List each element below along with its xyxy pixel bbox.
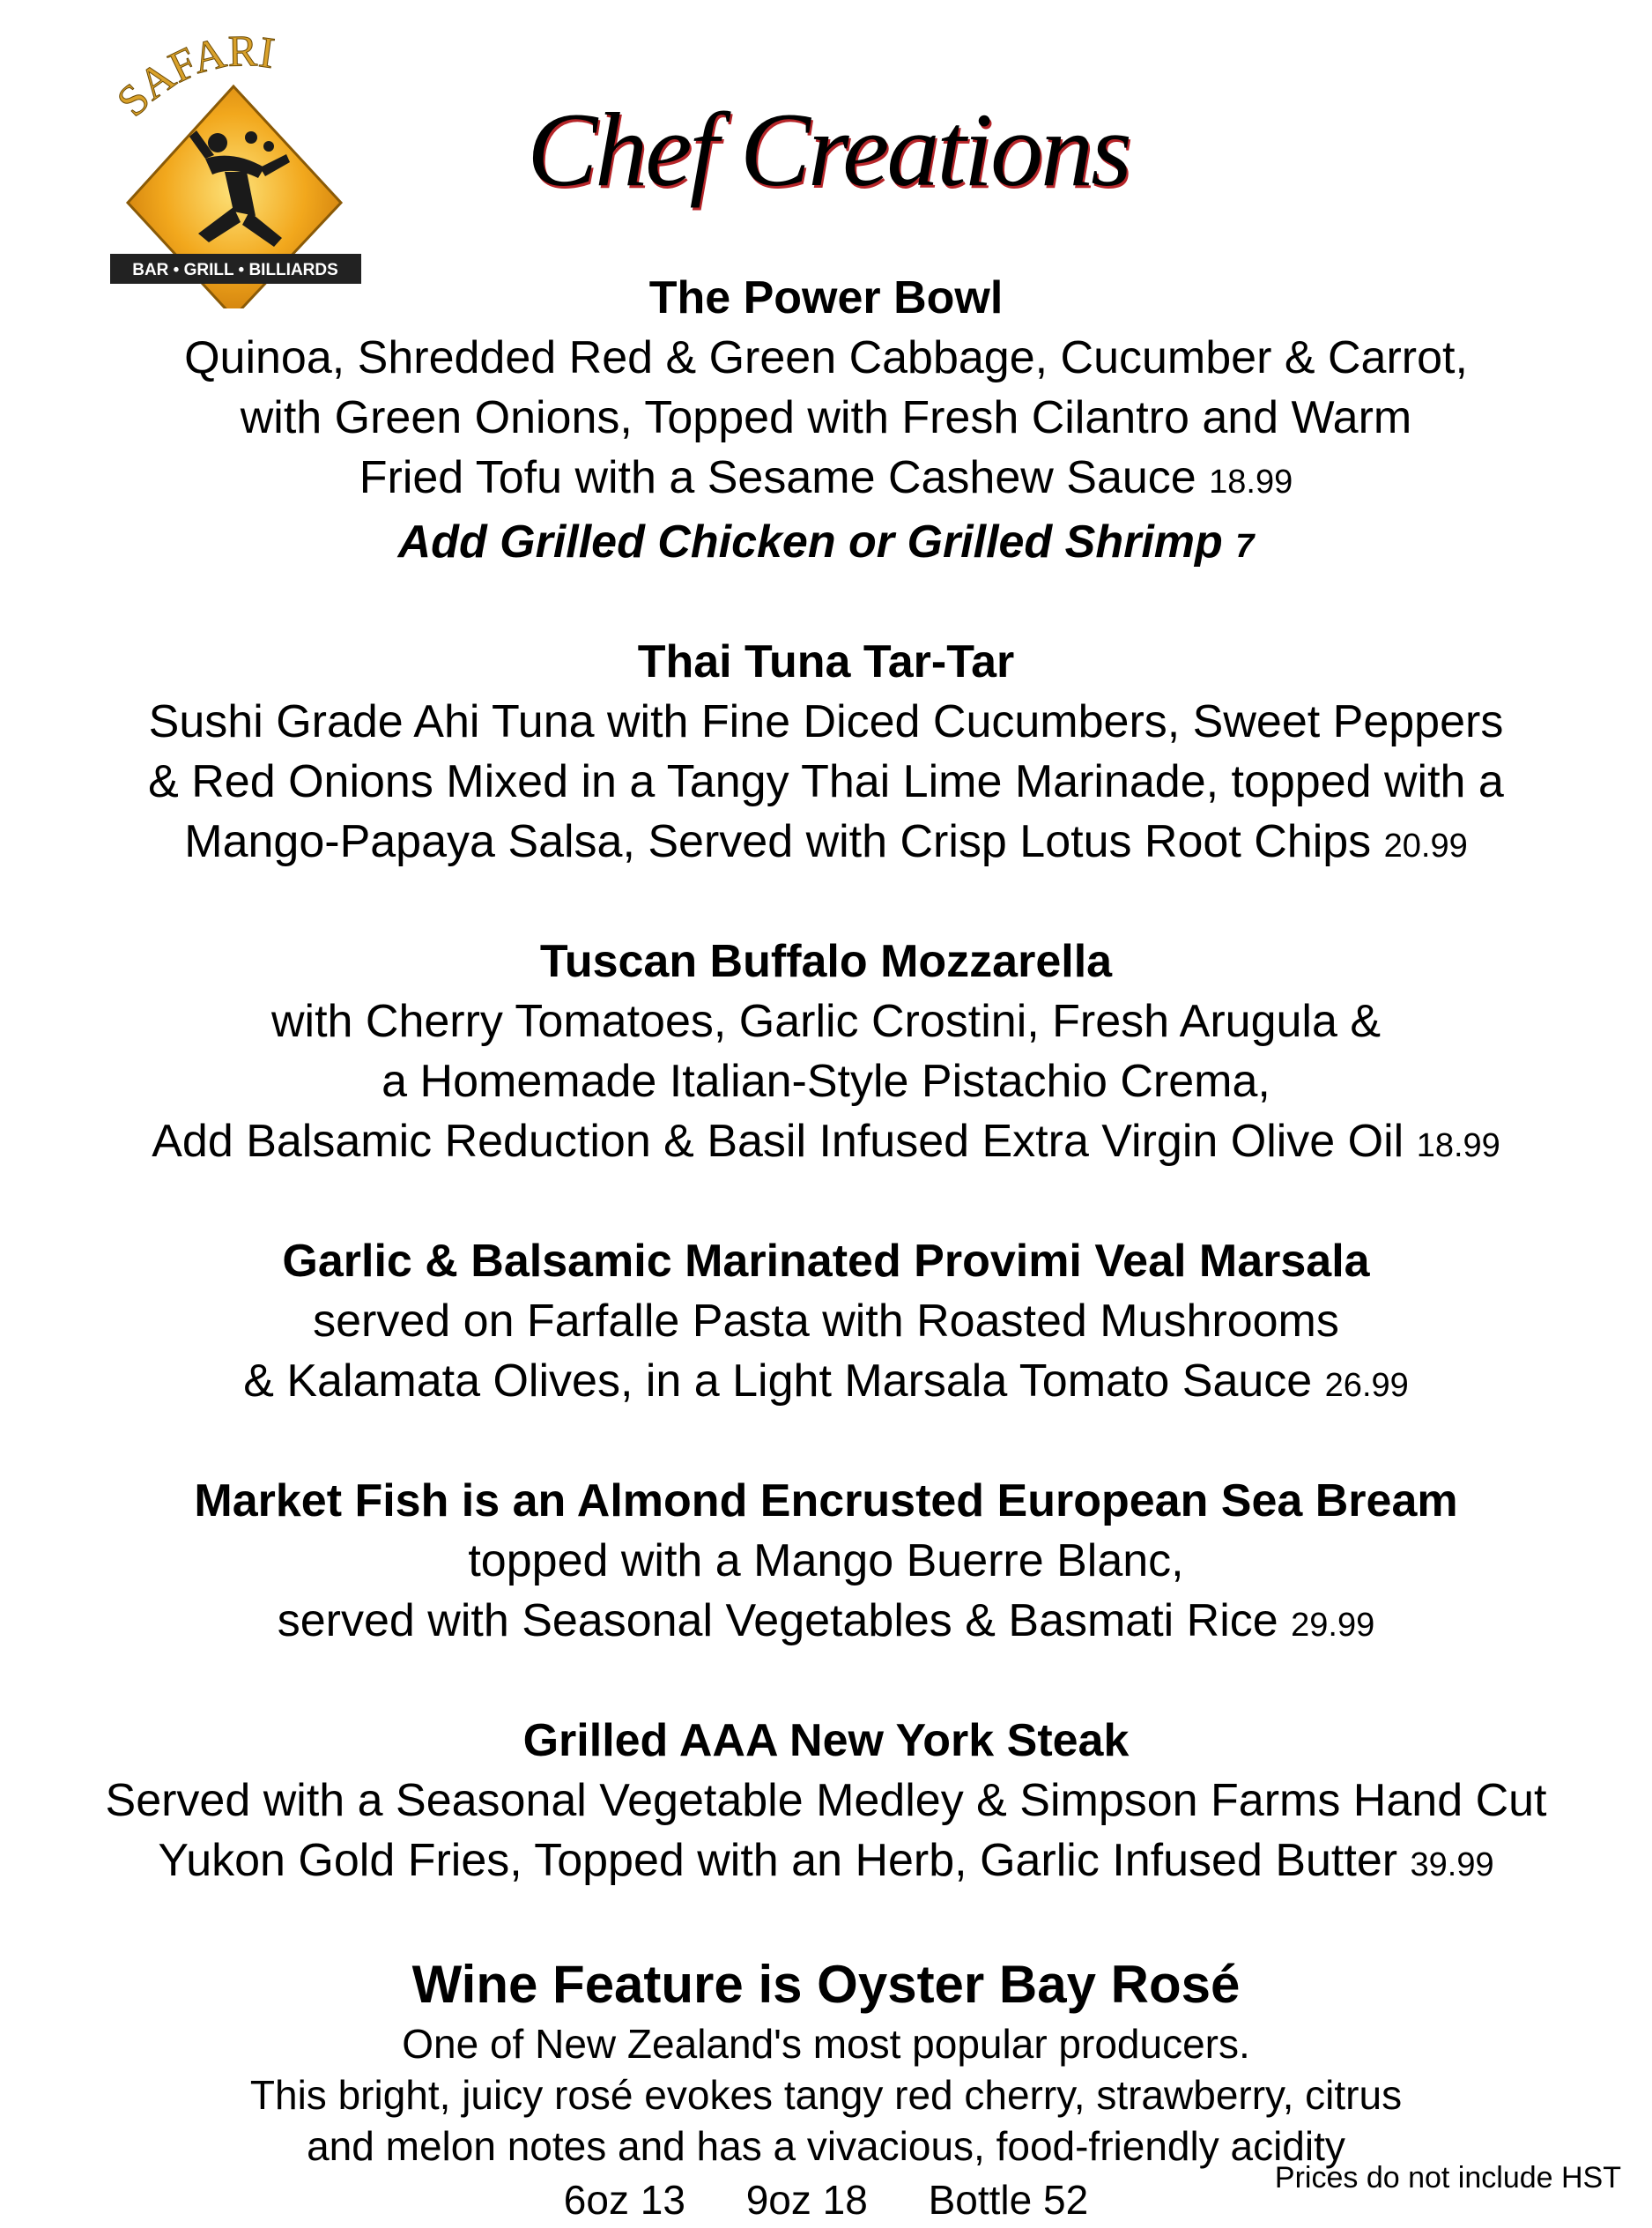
item-price: 29.99 xyxy=(1291,1607,1375,1644)
safari-logo xyxy=(101,26,383,308)
page-title: Chef Creations xyxy=(527,91,1130,208)
item-price: 18.99 xyxy=(1416,1127,1500,1164)
item-desc-text: & Kalamata Olives, in a Light Marsala Tomato Sauce xyxy=(243,1355,1313,1407)
wine-desc-line: One of New Zealand's most popular producers. xyxy=(402,2021,1250,2067)
item-desc-text: Yukon Gold Fries, Topped with an Herb, Garlic Infused Butter xyxy=(158,1835,1398,1886)
item-name: Grilled AAA New York Steak xyxy=(522,1715,1130,1766)
menu-list xyxy=(0,269,1652,2228)
menu-item-power-bowl xyxy=(0,269,1652,576)
item-desc-text: served with Seasonal Vegetables & Basmati Rice xyxy=(277,1595,1278,1646)
wine-desc-line: This bright, juicy rosé evokes tangy red cherry, strawberry, citrus xyxy=(249,2072,1403,2118)
wine-size-9oz: 9oz 18 xyxy=(745,2177,868,2223)
item-name: Garlic & Balsamic Marinated Provimi Veal Marsala xyxy=(282,1236,1370,1287)
wine-size-6oz: 6oz 13 xyxy=(563,2177,685,2223)
logo-banner-text: BAR • GRILL • BILLIARDS xyxy=(132,261,338,279)
logo-arc-text: SAFARI xyxy=(107,26,278,126)
item-desc-text: Mango-Papaya Salsa, Served with Crisp Lotus Root Chips xyxy=(184,816,1372,867)
item-name: The Power Bowl xyxy=(648,272,1004,323)
item-desc-line: with Cherry Tomatoes, Garlic Crostini, Fresh Arugula & xyxy=(270,996,1382,1047)
menu-item-thai-tuna xyxy=(0,633,1652,876)
addon-text: Add Grilled Chicken or Grilled Shrimp xyxy=(397,516,1223,568)
menu-item-veal-marsala xyxy=(0,1232,1652,1415)
item-desc-line: Quinoa, Shredded Red & Green Cabbage, Cucumber & Carrot, xyxy=(184,332,1468,383)
menu-item-buffalo-mozzarella xyxy=(0,932,1652,1176)
item-price: 26.99 xyxy=(1324,1367,1409,1404)
item-desc-line: with Green Onions, Topped with Fresh Cilantro and Warm xyxy=(240,392,1412,443)
item-desc-line xyxy=(0,812,1652,876)
item-price: 18.99 xyxy=(1209,464,1293,501)
menu-item-ny-steak xyxy=(0,1712,1652,1895)
addon-price: 7 xyxy=(1235,528,1255,565)
item-desc-line: a Homemade Italian-Style Pistachio Crema, xyxy=(382,1056,1270,1107)
item-price: 20.99 xyxy=(1383,828,1468,865)
footer-note: Prices do not include HST xyxy=(1274,2161,1621,2195)
item-price: 39.99 xyxy=(1410,1846,1494,1883)
item-name: Thai Tuna Tar-Tar xyxy=(637,636,1015,687)
item-addon xyxy=(0,512,1652,576)
item-desc-line: topped with a Mango Buerre Blanc, xyxy=(468,1535,1184,1586)
item-desc-line xyxy=(0,448,1652,512)
item-desc-line: & Red Onions Mixed in a Tangy Thai Lime Marinade, topped with a xyxy=(148,756,1504,807)
menu-item-market-fish xyxy=(0,1472,1652,1655)
item-desc-line xyxy=(0,1351,1652,1415)
item-desc-line xyxy=(0,1591,1652,1655)
item-desc-line: Sushi Grade Ahi Tuna with Fine Diced Cucumbers, Sweet Peppers xyxy=(148,696,1504,747)
item-desc-text: Add Balsamic Reduction & Basil Infused Extra Virgin Olive Oil xyxy=(152,1116,1404,1167)
item-name: Tuscan Buffalo Mozzarella xyxy=(539,936,1113,987)
wine-desc-line: and melon notes and has a vivacious, food-friendly acidity xyxy=(307,2123,1345,2169)
item-desc-text: Fried Tofu with a Sesame Cashew Sauce xyxy=(359,452,1196,503)
item-desc-line xyxy=(0,1831,1652,1895)
wine-title: Wine Feature is Oyster Bay Rosé xyxy=(411,1955,1241,2014)
wine-size-bottle: Bottle 52 xyxy=(928,2177,1089,2223)
item-desc-line: served on Farfalle Pasta with Roasted Mushrooms xyxy=(313,1296,1339,1347)
item-desc-line xyxy=(0,1111,1652,1176)
item-desc-line: Served with a Seasonal Vegetable Medley & Simpson Farms Hand Cut xyxy=(105,1775,1547,1826)
item-name: Market Fish is an Almond Encrusted European Sea Bream xyxy=(194,1475,1458,1526)
